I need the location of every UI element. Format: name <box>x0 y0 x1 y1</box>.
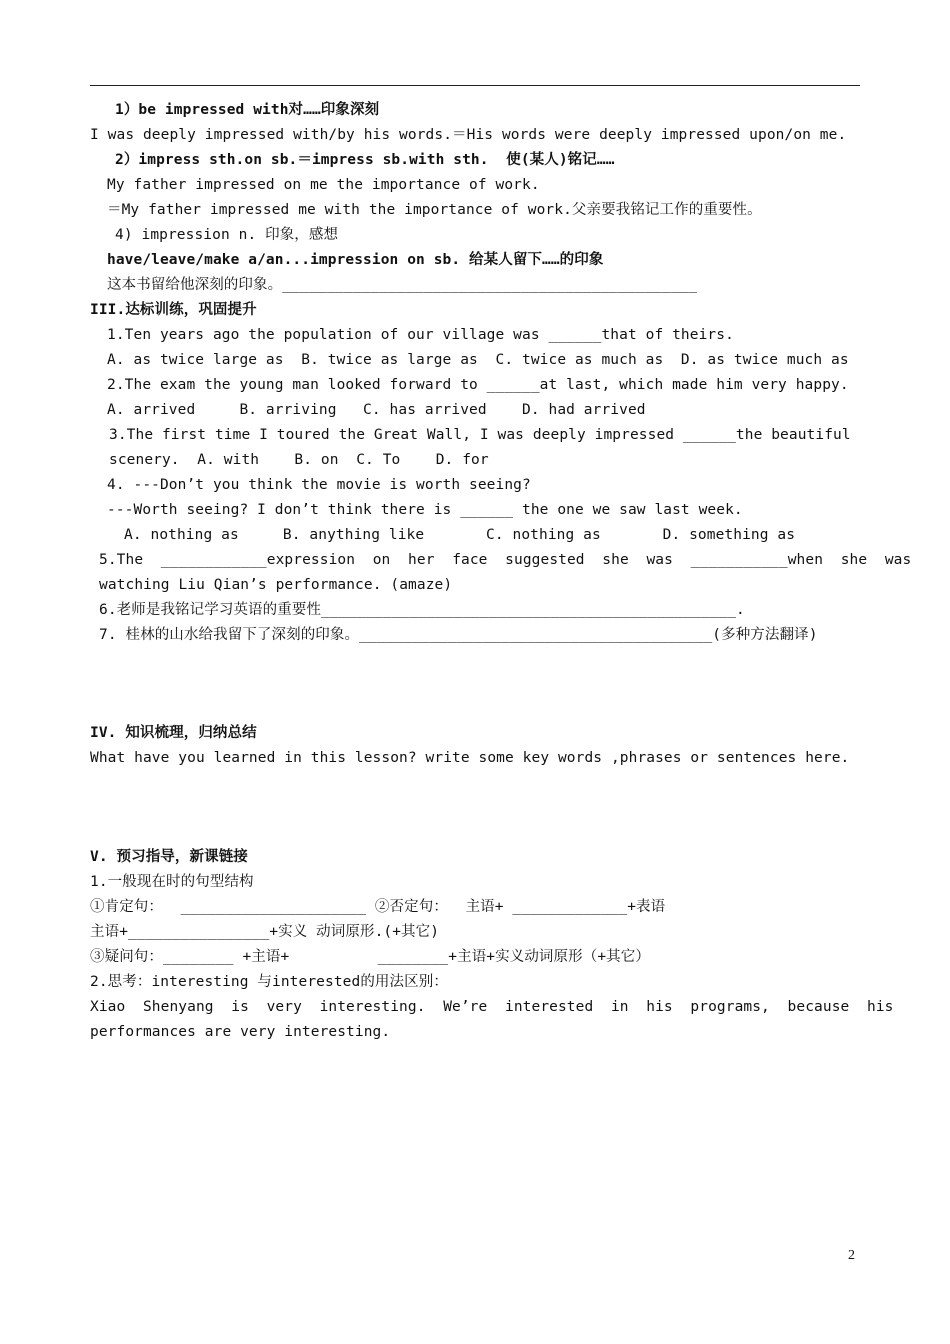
text-line: 4. ---Don’t you think the movie is worth seeing? <box>107 477 531 493</box>
text-line: A. nothing as B. anything like C. nothing as D. something as <box>124 527 796 543</box>
text-line: 1）be impressed with对……印象深刻 <box>115 102 380 118</box>
text-line: 2.思考：interesting 与interested的用法区别： <box>90 974 448 990</box>
text-line: have/leave/make a/an...impression on sb. 给某人留下……的印象 <box>107 252 604 268</box>
text-line: 7. 桂林的山水给我留下了深刻的印象。________________________________________(多种方法翻译) <box>99 627 818 643</box>
text-line: What have you learned in this lesson? write some key words ,phrases or sentences here. <box>90 750 850 766</box>
text-line: watching Liu Qian’s performance. (amaze) <box>99 577 453 593</box>
text-line: IV. 知识梳理，归纳总结 <box>90 725 257 741</box>
text-line: 4) impression n. 印象，感想 <box>115 227 339 243</box>
text-line: performances are very interesting. <box>90 1024 391 1040</box>
text-line: Xiao Shenyang is very interesting. We’re interested in his programs, because his <box>90 999 894 1015</box>
text-line: 2.The exam the young man looked forward to ______at last, which made him very happy. <box>107 377 849 393</box>
text-line: 2）impress sth.on sb.＝impress sb.with sth. 使(某人)铭记…… <box>115 152 615 168</box>
text-line: ③疑问句：________ +主语+ ________+主语+实义动词原形（+其它） <box>90 949 650 965</box>
text-line: III.达标训练，巩固提升 <box>90 302 257 318</box>
text-line: 1.Ten years ago the population of our village was ______that of theirs. <box>107 327 734 343</box>
text-line: 这本书留给他深刻的印象。_______________________________________________ <box>107 277 698 293</box>
text-line: 1.一般现在时的句型结构 <box>90 874 254 890</box>
text-line: I was deeply impressed with/by his words.＝His words were deeply impressed upon/on me. <box>90 127 847 143</box>
text-line: A. as twice large as B. twice as large as C. twice as much as D. as twice much as <box>107 352 849 368</box>
header-rule <box>90 85 860 86</box>
text-line: V. 预习指导，新课链接 <box>90 849 248 865</box>
text-line: A. arrived B. arriving C. has arrived D. had arrived <box>107 402 646 418</box>
page-number: 2 <box>848 1248 855 1263</box>
text-line: My father impressed on me the importance of work. <box>107 177 540 193</box>
text-line: ---Worth seeing? I don’t think there is ______ the one we saw last week. <box>107 502 743 518</box>
text-line: scenery. A. with B. on C. To D. for <box>109 452 489 468</box>
text-line: 3.The first time I toured the Great Wall, I was deeply impressed ______the beautiful <box>109 427 851 443</box>
text-line: ①肯定句： _____________________ ②否定句： 主语+ _____________+表语 <box>90 899 666 915</box>
text-line: 5.The ____________expression on her face suggested she was ___________when she was <box>99 552 912 568</box>
text-line: 主语+________________+实义 动词原形.(+其它) <box>90 924 440 940</box>
text-line: ＝My father impressed me with the importance of work.父亲要我铭记工作的重要性。 <box>107 202 762 218</box>
text-line: 6.老师是我铭记学习英语的重要性_______________________________________________. <box>99 602 745 618</box>
